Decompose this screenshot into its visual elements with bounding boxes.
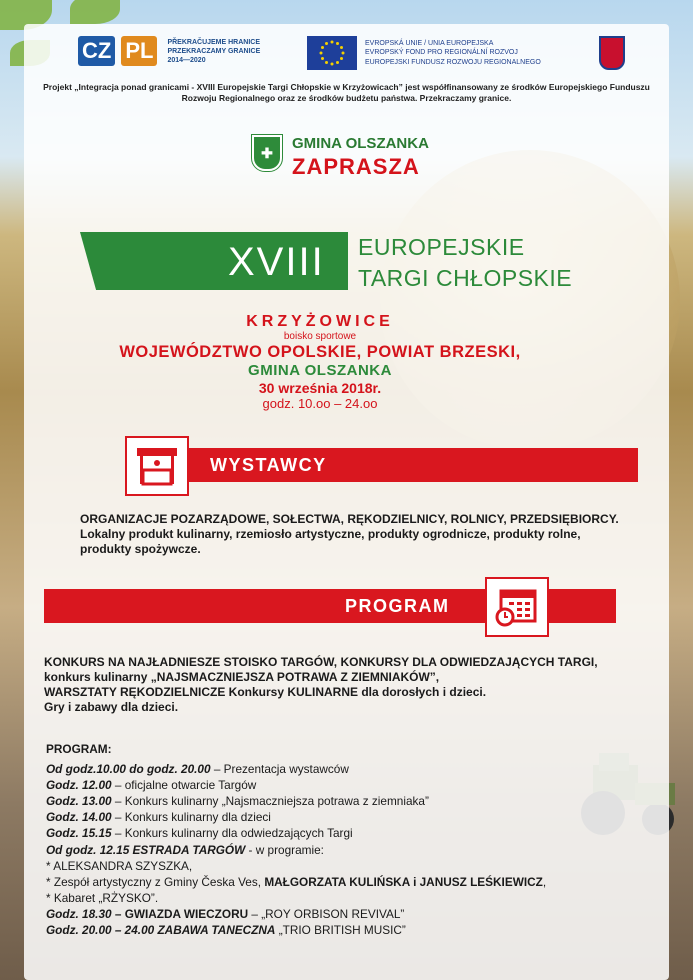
eu-logo-text: EVROPSKÁ UNIE / UNIA EUROPEJSKA EVROPSKÝ FOND PRO REGIONÁLNÍ ROZVOJ EUROPEJSKI FUNDUSZ ROZWOJU REGIONALNEGO	[365, 39, 541, 66]
headliner-row: Godz. 18.30 – GWIAZDA WIECZORU – „ROY ORBISON REVIVAL”	[46, 906, 405, 921]
gmina-name: GMINA OLSZANKA	[292, 135, 429, 152]
program-title: PROGRAM	[345, 596, 450, 616]
event-title: EUROPEJSKIE TARGI CHŁOPSKIE	[358, 234, 573, 291]
exhibitors-banner	[131, 448, 638, 482]
logo-pl: PL	[121, 36, 157, 66]
program-summary: KONKURS NA NAJŁADNIESZE STOISKO TARGÓW, KONKURSY DLA ODWIEDZAJĄCYCH TARGI, konkurs kulinarny „NAJSMACZNIEJSZA POTRAWA Z ZIEMNIAKÓW”, WARSZTATY RĘKODZIELNICZE Konkursy KULINARNE dla dorosłych i dzieci. Gry i zabawy dla dzieci.	[44, 655, 598, 714]
gmina-invites: ZAPRASZA	[292, 154, 420, 179]
schedule-row: Od godz. 12.15 ESTRADA TARGÓW - w programie:	[46, 842, 324, 857]
region-crest-icon	[599, 36, 625, 70]
gmina-crest-icon: ✚	[252, 135, 282, 171]
eu-logo	[307, 36, 541, 70]
schedule-row: Godz. 14.00 – Konkurs kulinarny dla dzieci	[46, 810, 271, 825]
performer-item: * Zespół artystyczny z Gminy Česka Ves, MAŁGORZATA KULIŃSKA i JANUSZ LEŚKIEWICZ,	[46, 874, 547, 889]
schedule-row: Godz. 12.00 – oficjalne otwarcie Targów	[46, 778, 257, 793]
calendar-clock-icon	[485, 577, 549, 637]
logo-czpl-text: PŘEKRAČUJEME HRANICE PRZEKRACZAMY GRANICE 2014—2020	[167, 38, 261, 64]
schedule-heading: PROGRAM:	[46, 742, 112, 756]
event-location	[100, 313, 540, 412]
gmina-header	[252, 135, 429, 181]
location-commune: GMINA OLSZANKA	[248, 362, 392, 379]
location-region: WOJEWÓDZTWO OPOLSKIE, POWIAT BRZESKI,	[119, 343, 521, 361]
schedule-row: Godz. 13.00 – Konkurs kulinarny „Najsmaczniejsza potrawa z ziemniaka”	[46, 794, 429, 809]
schedule-row: Od godz.10.00 do godz. 20.00 – Prezentacja wystawców	[46, 762, 349, 777]
market-stall-icon	[125, 436, 189, 496]
dance-row: Godz. 20.00 – 24.00 ZABAWA TANECZNA „TRIO BRITISH MUSIC”	[46, 923, 406, 938]
performer-item: * ALEKSANDRA SZYSZKA,	[46, 858, 193, 873]
event-number: XVIII	[228, 240, 325, 284]
location-town: KRZYŻOWICE	[246, 313, 394, 330]
logo-strip	[0, 36, 693, 76]
exhibitors-title: WYSTAWCY	[210, 455, 327, 475]
event-hours: godz. 10.oo – 24.oo	[262, 396, 378, 411]
event-date: 30 września 2018r.	[258, 380, 382, 396]
schedule-row: Godz. 15.15 – Konkurs kulinarny dla odwiedzających Targi	[46, 826, 353, 841]
logo-cz: CZ	[78, 36, 115, 66]
exhibitors-text: ORGANIZACJE POZARZĄDOWE, SOŁECTWA, RĘKODZIELNICY, ROLNICY, PRZEDSIĘBIORCY. Lokalny produkt kulinarny, rzemiosło artystyczne, produkty ogrodnicze, produkty rolne, produkty spożywcze.	[80, 512, 619, 556]
location-venue: boisko sportowe	[283, 331, 357, 342]
eu-flag-icon	[307, 36, 357, 70]
schedule	[46, 741, 646, 938]
performer-item: * Kabaret „RŻYSKO”.	[46, 890, 159, 905]
project-funding-note: Projekt „Integracja ponad granicami - XVIII Europejskie Targi Chłopskie w Krzyżowicach” jest współfinansowany ze środków Europejskiego Funduszu Rozwoju Regionalnego oraz ze środków budżetu państwa. Przekraczamy granice.	[43, 82, 650, 103]
interreg-czpl-logo	[78, 36, 260, 66]
